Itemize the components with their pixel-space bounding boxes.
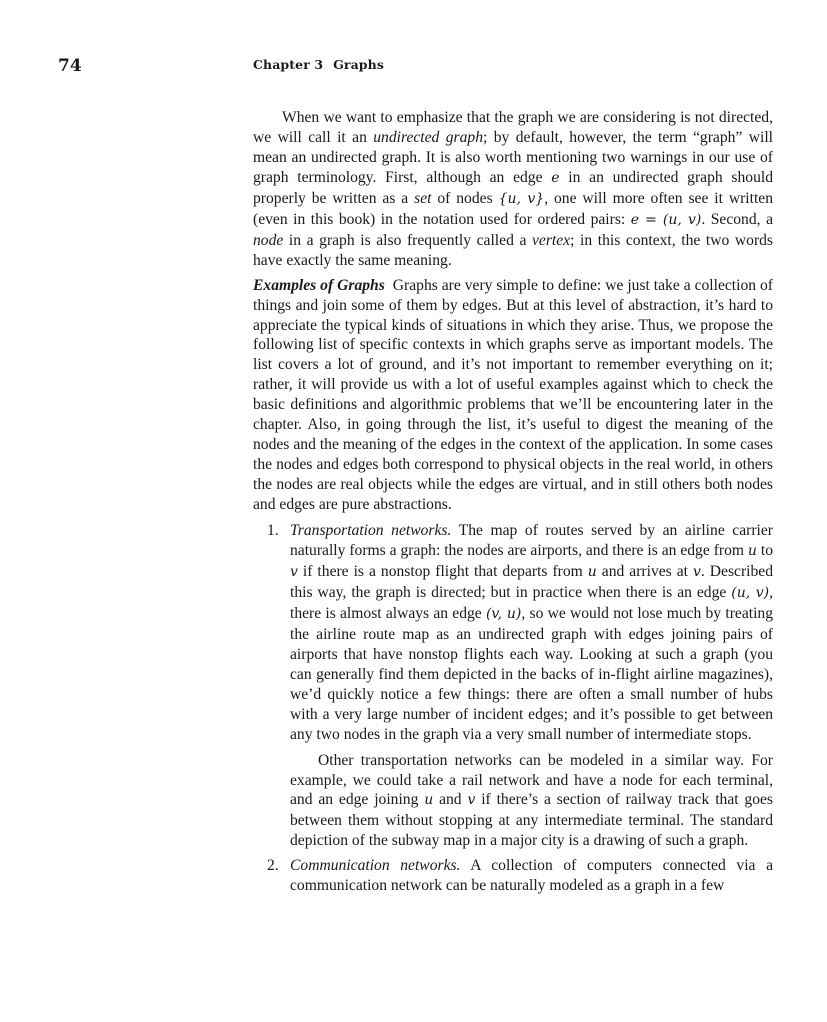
list-item-title: Communication networks.	[290, 857, 461, 875]
term-vertex: vertex	[531, 231, 571, 249]
list-item-title: Transportation networks.	[290, 522, 452, 540]
examples-paragraph: Examples of Graphs Graphs are very simple to define: we just take a collection of things and join some of them by edges. But at this level of abstraction, it’s hard to appreciate the typical kinds of situations in which they arise. Thus, we propose the following list of specific contexts in which graphs serve as important models. The list covers a lot of ground, and it’s not important to remember everything on it; rather, it will provide us with a lot of useful examples against which to check the basic definitions and algorithmic problems that we’ll be encountering later in the chapter. Also, in going through the list, it’s useful to digest the meaning of the nodes and the meaning of the edges in the context of the application. In some cases the nodes and edges both correspond to physical objects in the real world, in others the nodes are real objects while the edges are virtual, and in still others both nodes and edges are pure abstractions.	[253, 276, 773, 514]
list-item-text: Transportation networks. The map of routes served by an airline carrier naturally forms a graph: the nodes are airports, and there is an edge from u to v if there is a nonstop flight that departs from u and arrives at v. Described this way, the graph is directed; but in practice when there is an edge (u, v), there is almost always an edge (v, u), so we would not lose much by treating the airline route map as an undirected graph with edges joining pairs of airports that have nonstop flights each way. Looking at such a graph (you can generally find them depicted in the backs of in-flight airline magazines), we’d quickly notice a few things: there are often a small number of hubs with a very large number of incident edges; and it’s possible to get between any two nodes in the graph via a very small number of intermediate stops.	[290, 522, 774, 743]
section-heading: Examples of Graphs	[253, 276, 385, 294]
list-item-paragraph: Other transportation networks can be modeled in a similar way. For example, we could take a rail network and have a node for each terminal, and an edge joining u and v if there’s a section of railway track that goes between them without stopping at any intermediate terminal. The standard depiction of the subway map in a major city is a drawing of such a graph.	[290, 751, 773, 850]
term-undirected-graph: undirected graph	[373, 128, 483, 146]
list-item	[253, 521, 773, 851]
list-item-number: 2.	[267, 857, 279, 875]
term-set: set	[414, 189, 432, 207]
chapter-title: Graphs	[333, 57, 384, 72]
list-item-number: 1.	[267, 522, 279, 540]
term-node: node	[253, 231, 284, 249]
math-e: e	[551, 169, 560, 186]
math-pair: e = (u, v)	[630, 211, 702, 228]
examples-list	[253, 521, 773, 896]
math-set: {u, v}	[498, 190, 545, 207]
intro-paragraph: When we want to emphasize that the graph we are considering is not directed, we will call it an undirected graph; by default, however, the term “graph” will mean an undirected graph. It is also worth mentioning two warnings in our use of graph terminology. First, although an edge e in an undirected graph should properly be written as a set of nodes {u, v}, one will more often see it written (even in this book) in the notation used for ordered pairs: e = (u, v). Second, a node in a graph is also frequently called a vertex; in this context, the two words have exactly the same meaning.	[253, 109, 774, 269]
running-head	[253, 57, 384, 72]
chapter-label: Chapter 3	[253, 57, 324, 72]
body-text	[253, 108, 773, 896]
list-item	[253, 856, 773, 896]
page-number: 74	[58, 56, 82, 76]
list-item-text: Communication networks. A collection of computers connected via a communication network can be naturally modeled as a graph in a few	[290, 857, 774, 895]
